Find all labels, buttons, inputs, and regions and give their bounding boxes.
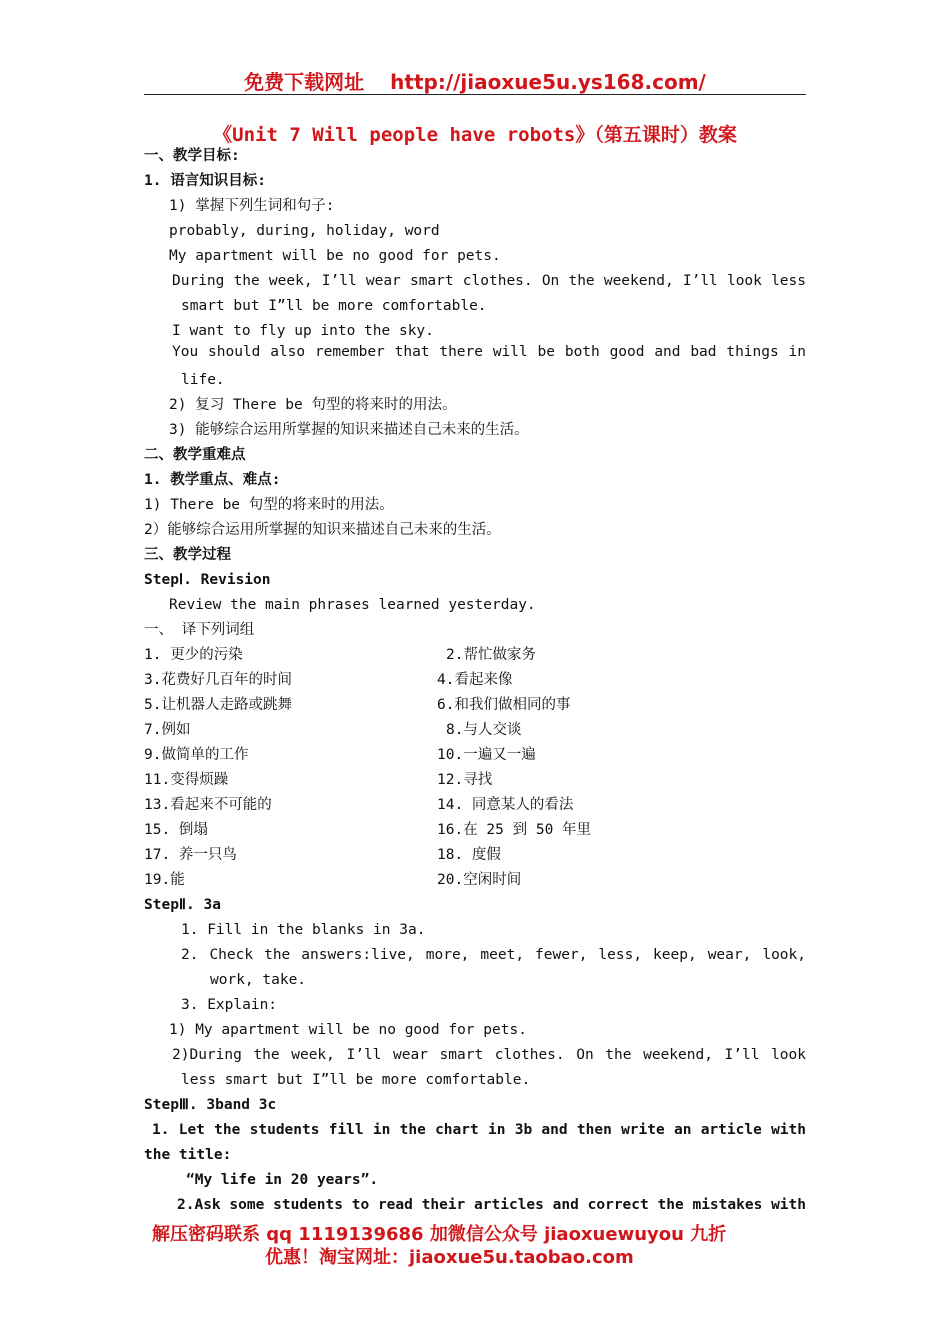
sentence-3: I want to fly up into the sky. [172, 323, 434, 339]
header-divider [144, 94, 806, 95]
essay-title: “My life in 20 years”. [186, 1172, 379, 1188]
phrase-item: 11.变得烦躁 [144, 772, 229, 788]
step-3-heading: StepⅢ. 3band 3c [144, 1097, 277, 1113]
key-point-1: 1) There be 句型的将来时的用法。 [144, 497, 394, 513]
phrase-item: 14. 同意某人的看法 [437, 797, 574, 813]
subsection-key-difficulties: 1. 教学重点、难点: [144, 472, 281, 488]
phrase-item: 12.寻找 [437, 772, 493, 788]
goal-item-2: 2) 复习 There be 句型的将来时的用法。 [169, 397, 457, 413]
phrase-item: 5.让机器人走路或跳舞 [144, 697, 292, 713]
phrase-item: 18. 度假 [437, 847, 501, 863]
phrase-item: 17. 养一只鸟 [144, 847, 237, 863]
phrase-item: 6.和我们做相同的事 [437, 697, 571, 713]
explain-2-line-2: less smart but I”ll be more comfortable. [181, 1072, 531, 1088]
phrase-item: 20.空闲时间 [437, 872, 522, 888]
goal-item-1: 1) 掌握下列生词和句子: [169, 198, 335, 214]
goal-item-3: 3) 能够综合运用所掌握的知识来描述自己未来的生活。 [169, 422, 529, 438]
step-2-item-2-line-1: 2. Check the answers:live, more, meet, fewer, less, keep, wear, look, [181, 947, 806, 963]
phrase-item: 2.帮忙做家务 [446, 647, 536, 663]
phrase-item: 1. 更少的污染 [144, 647, 243, 663]
phrase-item: 8.与人交谈 [446, 722, 522, 738]
step-2-heading: StepⅡ. 3a [144, 897, 221, 913]
step-2-item-3: 3. Explain: [181, 997, 278, 1013]
footer-shop-link[interactable]: 优惠！淘宝网址：jiaoxue5u.taobao.com [265, 1247, 634, 1268]
header-url-link[interactable]: http://jiaoxue5u.ys168.com/ [390, 70, 706, 94]
phrase-item: 16.在 25 到 50 年里 [437, 822, 592, 838]
phrase-item: 3.花费好几百年的时间 [144, 672, 292, 688]
step-2-item-2-line-2: work, take. [210, 972, 307, 988]
step-3-task-1-line-2: the title: [144, 1147, 232, 1163]
explain-2-line-1: 2)During the week, I’ll wear smart clothes. On the weekend, I’ll look [172, 1047, 806, 1063]
translate-heading: 一、 译下列词组 [144, 622, 255, 638]
phrase-item: 9.做简单的工作 [144, 747, 249, 763]
sentence-2-line-1: During the week, I’ll wear smart clothes. On the weekend, I’ll look less [172, 273, 806, 289]
phrase-item: 7.例如 [144, 722, 191, 738]
header-label: 免费下载网址 [244, 70, 365, 94]
phrase-item: 10.一遍又一遍 [437, 747, 536, 763]
phrase-item: 19.能 [144, 872, 185, 888]
section-objectives: 一、教学目标: [144, 148, 240, 164]
vocab-words: probably, during, holiday, word [169, 223, 440, 239]
phrase-item: 13.看起来不可能的 [144, 797, 272, 813]
phrase-item: 15. 倒塌 [144, 822, 208, 838]
page-header [0, 66, 950, 95]
step-1-heading: StepⅠ. Revision [144, 572, 271, 588]
document-title: 《Unit 7 Will people have robots》（第五课时）教案 [213, 124, 737, 146]
footer-contact: 解压密码联系 qq 1119139686 加微信公众号 jiaoxuewuyou 九折 [152, 1224, 727, 1245]
step-1-text: Review the main phrases learned yesterday. [169, 597, 536, 613]
phrase-item: 4.看起来像 [437, 672, 513, 688]
section-key-points: 二、教学重难点 [144, 447, 246, 463]
sentence-1: My apartment will be no good for pets. [169, 248, 501, 264]
key-point-2: 2）能够综合运用所掌握的知识来描述自己未来的生活。 [144, 522, 501, 538]
sentence-4-line-2: life. [181, 372, 225, 388]
section-process: 三、教学过程 [144, 547, 231, 563]
sentence-4-line-1: You should also remember that there will be both good and bad things in [172, 344, 806, 360]
explain-1: 1) My apartment will be no good for pets. [169, 1022, 527, 1038]
step-2-item-1: 1. Fill in the blanks in 3a. [181, 922, 426, 938]
subsection-language-goals: 1. 语言知识目标: [144, 173, 266, 189]
sentence-2-line-2: smart but I”ll be more comfortable. [181, 298, 487, 314]
step-3-task-1-line-1: 1. Let the students fill in the chart in 3b and then write an article with [152, 1122, 806, 1138]
step-3-task-2-line-1: 2.Ask some students to read their articles and correct the mistakes with [177, 1197, 806, 1213]
